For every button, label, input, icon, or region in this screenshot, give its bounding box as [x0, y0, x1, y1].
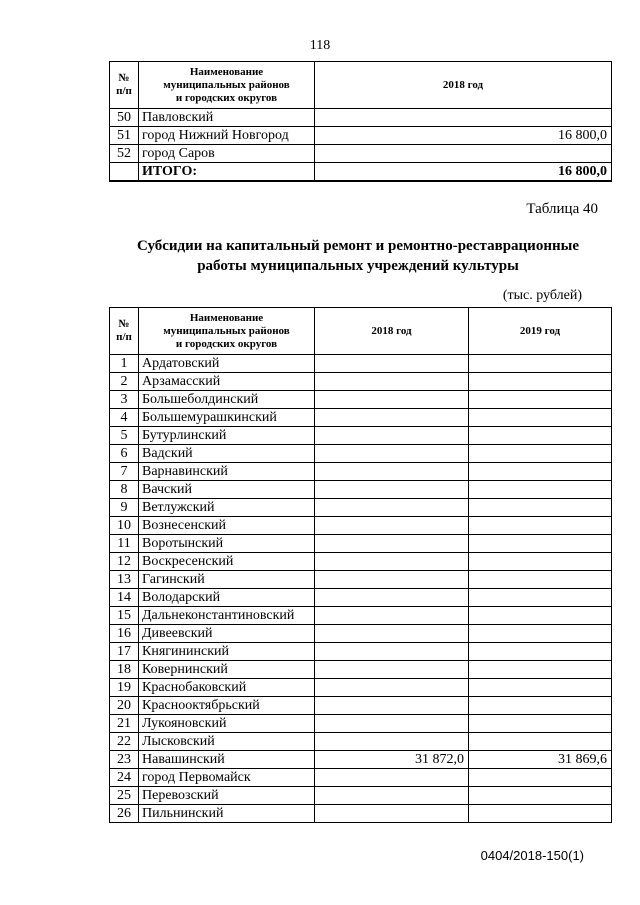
row-value-2018	[315, 355, 469, 373]
row-number: 7	[110, 463, 139, 481]
row-value-2019	[469, 481, 612, 499]
row-value-2019	[469, 625, 612, 643]
row-value-2019	[469, 697, 612, 715]
row-number: 16	[110, 625, 139, 643]
row-value-2018	[315, 571, 469, 589]
row-name: Большеболдинский	[139, 391, 315, 409]
row-value-2018	[315, 109, 612, 127]
row-value-2019	[469, 553, 612, 571]
total-row	[110, 163, 612, 182]
subsidy-table-continued	[109, 61, 612, 182]
row-number: 51	[110, 127, 139, 145]
header-2018: 2018 год	[315, 308, 469, 355]
table-row	[110, 499, 612, 517]
row-number: 4	[110, 409, 139, 427]
row-number: 15	[110, 607, 139, 625]
row-value-2019	[469, 805, 612, 823]
row-value-2019	[469, 391, 612, 409]
row-name: Воротынский	[139, 535, 315, 553]
row-number: 12	[110, 553, 139, 571]
row-name: Вознесенский	[139, 517, 315, 535]
header-name: Наименование муниципальных районов и городских округов	[139, 62, 315, 109]
row-value-2018	[315, 661, 469, 679]
row-name: город Первомайск	[139, 769, 315, 787]
row-number: 9	[110, 499, 139, 517]
row-value-2019	[469, 571, 612, 589]
table-row	[110, 355, 612, 373]
table-row	[110, 535, 612, 553]
row-number: 14	[110, 589, 139, 607]
row-name: Краснобаковский	[139, 679, 315, 697]
row-name: Бутурлинский	[139, 427, 315, 445]
table-row	[110, 733, 612, 751]
row-number: 25	[110, 787, 139, 805]
row-number: 11	[110, 535, 139, 553]
row-number: 19	[110, 679, 139, 697]
row-number: 24	[110, 769, 139, 787]
table-row	[110, 463, 612, 481]
row-number: 6	[110, 445, 139, 463]
row-value-2018	[315, 391, 469, 409]
row-value-2018	[315, 643, 469, 661]
row-value-2018	[315, 607, 469, 625]
row-number: 21	[110, 715, 139, 733]
row-name: Воскресенский	[139, 553, 315, 571]
row-value-2018	[315, 787, 469, 805]
table-header-row	[110, 62, 612, 109]
subsidy-table-40	[109, 307, 612, 823]
row-value-2019	[469, 499, 612, 517]
row-value-2018	[315, 445, 469, 463]
row-value-2019	[469, 535, 612, 553]
row-name: город Нижний Новгород	[139, 127, 315, 145]
row-name: Лысковский	[139, 733, 315, 751]
row-value-2018	[315, 553, 469, 571]
total-num-cell	[110, 163, 139, 182]
row-name: Володарский	[139, 589, 315, 607]
row-name: Вадский	[139, 445, 315, 463]
row-value-2019	[469, 661, 612, 679]
row-number: 18	[110, 661, 139, 679]
row-value-2018	[315, 499, 469, 517]
row-name: Большемурашкинский	[139, 409, 315, 427]
row-number: 17	[110, 643, 139, 661]
row-number: 22	[110, 733, 139, 751]
table-row	[110, 643, 612, 661]
total-value-2018: 16 800,0	[315, 163, 612, 182]
row-value-2019	[469, 445, 612, 463]
page-number: 118	[309, 38, 331, 53]
row-value-2018	[315, 409, 469, 427]
table-row	[110, 127, 612, 145]
table-row	[110, 517, 612, 535]
row-value-2018	[315, 733, 469, 751]
table-row	[110, 145, 612, 163]
row-name: Ковернинский	[139, 661, 315, 679]
header-2019: 2019 год	[469, 308, 612, 355]
row-name: Павловский	[139, 109, 315, 127]
row-value-2019	[469, 355, 612, 373]
row-name: Дальнеконстантиновский	[139, 607, 315, 625]
row-value-2018	[315, 679, 469, 697]
row-value-2018	[315, 697, 469, 715]
row-value-2018	[315, 427, 469, 445]
row-name: Ветлужский	[139, 499, 315, 517]
table-row	[110, 787, 612, 805]
table-row	[110, 427, 612, 445]
row-value-2018	[315, 373, 469, 391]
row-number: 10	[110, 517, 139, 535]
row-name: Краснооктябрьский	[139, 697, 315, 715]
row-name: Лукояновский	[139, 715, 315, 733]
row-value-2018: 16 800,0	[315, 127, 612, 145]
row-name: Навашинский	[139, 751, 315, 769]
row-number: 23	[110, 751, 139, 769]
table-row	[110, 391, 612, 409]
row-number: 50	[110, 109, 139, 127]
row-number: 20	[110, 697, 139, 715]
row-number: 1	[110, 355, 139, 373]
table-row	[110, 715, 612, 733]
total-label: ИТОГО:	[139, 163, 315, 182]
header-name: Наименование муниципальных районов и городских округов	[139, 308, 315, 355]
row-number: 3	[110, 391, 139, 409]
row-name: Ардатовский	[139, 355, 315, 373]
row-value-2019	[469, 517, 612, 535]
row-value-2018	[315, 463, 469, 481]
header-num: № п/п	[110, 62, 139, 109]
row-value-2018: 31 872,0	[315, 751, 469, 769]
table-row	[110, 751, 612, 769]
row-value-2018	[315, 715, 469, 733]
document-code: 0404/2018-150(1)	[480, 848, 584, 863]
table-row	[110, 553, 612, 571]
row-name: Варнавинский	[139, 463, 315, 481]
row-number: 26	[110, 805, 139, 823]
table-row	[110, 589, 612, 607]
row-value-2018	[315, 805, 469, 823]
row-value-2019	[469, 643, 612, 661]
table-header-row	[110, 308, 612, 355]
row-name: Княгининский	[139, 643, 315, 661]
header-num: № п/п	[110, 308, 139, 355]
table-row	[110, 445, 612, 463]
table-row	[110, 607, 612, 625]
row-name: Вачский	[139, 481, 315, 499]
table-title-line-1: Субсидии на капитальный ремонт и ремонтно-реставрационные	[137, 238, 579, 254]
row-value-2018	[315, 145, 612, 163]
row-value-2019: 31 869,6	[469, 751, 612, 769]
row-value-2019	[469, 769, 612, 787]
row-number: 5	[110, 427, 139, 445]
row-number: 8	[110, 481, 139, 499]
table-title	[0, 236, 640, 276]
row-name: Перевозский	[139, 787, 315, 805]
table-row	[110, 679, 612, 697]
row-value-2018	[315, 589, 469, 607]
row-value-2019	[469, 787, 612, 805]
header-2018: 2018 год	[315, 62, 612, 109]
table-row	[110, 661, 612, 679]
table-row	[110, 409, 612, 427]
table-row	[110, 769, 612, 787]
row-value-2018	[315, 625, 469, 643]
row-value-2019	[469, 427, 612, 445]
row-name: Пильнинский	[139, 805, 315, 823]
row-name: город Саров	[139, 145, 315, 163]
row-number: 52	[110, 145, 139, 163]
table-row	[110, 373, 612, 391]
units-label: (тыс. рублей)	[502, 288, 582, 303]
row-value-2019	[469, 607, 612, 625]
table-row	[110, 697, 612, 715]
table-row	[110, 109, 612, 127]
row-value-2019	[469, 409, 612, 427]
row-number: 13	[110, 571, 139, 589]
row-value-2019	[469, 733, 612, 751]
row-value-2019	[469, 463, 612, 481]
row-value-2019	[469, 373, 612, 391]
row-value-2019	[469, 679, 612, 697]
table-number-label: Таблица 40	[526, 201, 598, 217]
row-name: Гагинский	[139, 571, 315, 589]
table-title-line-2: работы муниципальных учреждений культуры	[197, 258, 519, 274]
table-row	[110, 481, 612, 499]
row-name: Арзамасский	[139, 373, 315, 391]
row-name: Дивеевский	[139, 625, 315, 643]
table-row	[110, 805, 612, 823]
row-value-2019	[469, 589, 612, 607]
table-row	[110, 571, 612, 589]
row-value-2018	[315, 481, 469, 499]
row-value-2019	[469, 715, 612, 733]
row-value-2018	[315, 769, 469, 787]
row-number: 2	[110, 373, 139, 391]
table-row	[110, 625, 612, 643]
row-value-2018	[315, 535, 469, 553]
row-value-2018	[315, 517, 469, 535]
